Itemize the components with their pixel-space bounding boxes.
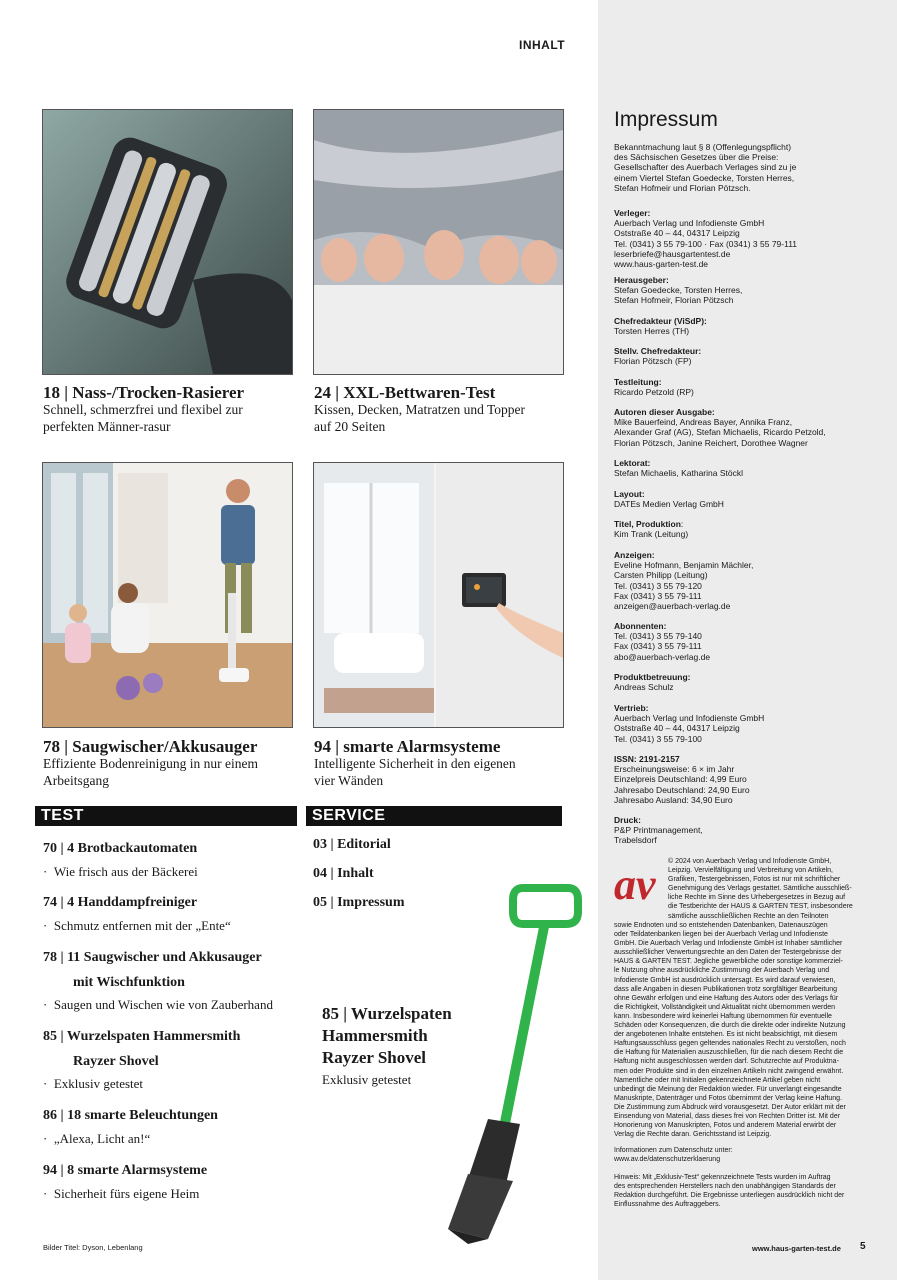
- service-item[interactable]: 05 | Impressum: [313, 895, 405, 910]
- feature-subtitle: Intelligente Sicherheit in den eigenen vier Wänden: [314, 756, 516, 788]
- section-header: INHALT: [519, 38, 566, 52]
- test-item-title[interactable]: 74 | 4 Handdampfreiniger: [43, 895, 198, 910]
- feature-title: 94 | smarte Alarmsysteme: [314, 737, 501, 756]
- impressum-block: Chefredakteur (ViSdP): Torsten Herres (TH): [614, 316, 707, 337]
- test-item-sub: · „Alexa, Licht an!“: [43, 1131, 151, 1146]
- legal-text: sowie Endnoten und so entstehenden Datenbanken, Datenauszügen oder Teildatenbanken liegen bei der Auerbach Verlag und Infodienste GmbH. Die Auerbach Verlag und Infodienste GmbH ist Inhaber sämtlicher ausschließlicher Verwertungsrechte an den Daten der Testergebnisse der HAUS & GARTEN TEST. Jegliche gewerbliche oder sonstige kommerziel- le Nutzung ohne ausdrückliche Zustimmung der Auerbach Verlag und Infodienste GmbH ist ausdrücklich untersagt. Es wird darauf verwiesen, dass alle Angaben in diesen Publikationen trotz sorgfältiger Bearbeitung ohne Gewähr erfolgen und eine Haftung des Autors oder des Verlags für die Richtigkeit, Vollständigkeit und Aktualität nicht übernommen werden kann. Insbesondere wird keinerlei Haftung übernommen für eventuelle Schäden oder Konsequenzen, die durch die direkte oder indirekte Nutzung der angebotenen Inhalte entstehen. Es ist nicht beabsichtigt, mit diesem Haftungsausschluss gegen geltendes nationales Recht zu verstoßen, noch die Haftung für Materialien auszuschließen, für die nach diesem Recht die Haftung nicht ausgeschlossen werden darf. Schutzrechte auf Produktna- men oder Produkte sind in den einzelnen Artikeln nicht zwingend erwähnt. Namentliche oder mit Initialen gekennzeichnete Artikel geben nicht unbedingt die Meinung der Redaktion wieder. Für unverlangt eingesandte Manuskripte, Datenträger und Fotos übernimmt der Verlag keine Haftung. Die Zustimmung zum Abdruck wird vorausgesetzt. Der Autor erklärt mit der Einsendung von Material, dass dieses frei von Rechten Dritter ist. Mit der Honorierung von Manuskripten, Fotos und anderem Material erwirbt der Verlag die Rechte daran. Gerichtsstand ist Leipzig.: [614, 922, 846, 1139]
- test-item-title[interactable]: 78 | 11 Saugwischer und Akkusauger: [43, 950, 262, 965]
- test-item-title[interactable]: 85 | Wurzelspaten Hammersmith: [43, 1029, 241, 1044]
- service-item[interactable]: 03 | Editorial: [313, 837, 391, 852]
- privacy-link[interactable]: www.av.de/datenschutzerklaerung: [614, 1156, 721, 1164]
- test-section-bar: TEST: [35, 806, 297, 826]
- alarm-image: [314, 463, 563, 727]
- impressum-block: Titel, Produktion: Kim Trank (Leitung): [614, 519, 689, 540]
- shaver-image: [43, 110, 292, 374]
- impressum-block: Herausgeber: Stefan Goedecke, Torsten Herres, Stefan Hofmeir, Florian Pötzsch: [614, 275, 743, 306]
- impressum-intro: Bekanntmachung laut § 8 (Offenlegungspflicht) des Sächsischen Gesetzes über die Preise: Gesellschafter des Auerbach Verlages sind zu je einem Viertel Stefan Goedecke, Torsten Herres, Stefan Hofmeir und Florian Pötzsch.: [614, 142, 797, 193]
- impressum-block: ISSN: 2191-2157 Erscheinungsweise: 6 × im Jahr Einzelpreis Deutschland: 4,99 Euro Jahresabo Deutschland: 24,90 Euro Jahresabo Ausland: 34,90 Euro: [614, 754, 750, 805]
- shaver-photo: [42, 109, 293, 375]
- test-item-sub: · Exklusiv getestet: [43, 1076, 144, 1091]
- privacy-text: Informationen zum Datenschutz unter: www.av.de/datenschutzerklaerung: [614, 1146, 874, 1164]
- impressum-block: Druck: P&P Printmanagement, Trabelsdorf: [614, 815, 703, 846]
- impressum-block: Produktbetreuung: Andreas Schulz: [614, 672, 691, 693]
- impressum-block: Lektorat: Stefan Michaelis, Katharina Stöckl: [614, 458, 743, 479]
- service-item[interactable]: 04 | Inhalt: [313, 866, 374, 881]
- feature-title: 24 | XXL-Bettwaren-Test: [314, 383, 496, 402]
- impressum-block: Autoren dieser Ausgabe: Mike Bauerfeind, Andreas Bayer, Annika Franz, Alexander Graf (AG), Stefan Michaelis, Ricardo Petzold, Florian Pötzsch, Janine Reichert, Dorothee Wagner: [614, 407, 826, 448]
- feature-title: 18 | Nass-/Trocken-Rasierer: [43, 383, 245, 402]
- feature-subtitle: Effiziente Bodenreinigung in nur einem Arbeitsgang: [43, 756, 258, 788]
- test-item-sub: · Wie frisch aus der Bäckerei: [43, 864, 198, 879]
- feature-subtitle: Schnell, schmerzfrei und flexibel zur perfekten Männer-rasur: [43, 402, 243, 434]
- test-item-title[interactable]: 70 | 4 Brotbackautomaten: [43, 841, 198, 856]
- hint-text: Hinweis: Mit „Exklusiv-Test“ gekennzeichnete Tests wurden im Auftrag des entsprechenden Herstellers nach den unabhängigen Standards der Redaktion durchgeführt. Die Ergebnisse unterliegen ausdrücklich nicht der Einflussnahme des Auftraggebers.: [614, 1174, 845, 1209]
- image-credits: Bilder Titel: Dyson, Lebenlang: [43, 1243, 143, 1252]
- feature-subtitle: Kissen, Decken, Matratzen und Topper auf 20 Seiten: [314, 402, 525, 434]
- alarm-photo: [313, 462, 564, 728]
- test-item-title-cont[interactable]: mit Wischfunktion: [73, 975, 185, 990]
- impressum-block: Vertrieb: Auerbach Verlag und Infodienste GmbH Oststraße 40 – 44, 04317 Leipzig Tel. (0341) 3 55 79-100: [614, 703, 765, 744]
- page-number: 5: [860, 1241, 866, 1252]
- av-logo: [612, 857, 662, 909]
- impressum-title: Impressum: [614, 108, 718, 131]
- test-item-sub: · Saugen und Wischen wie von Zauberhand: [43, 997, 273, 1012]
- test-item-title[interactable]: 86 | 18 smarte Beleuchtungen: [43, 1108, 218, 1123]
- impressum-block: Stellv. Chefredakteur: Florian Pötzsch (FP): [614, 346, 702, 367]
- impressum-block: Layout: DATEs Medien Verlag GmbH: [614, 489, 724, 510]
- copyright-text: © 2024 von Auerbach Verlag und Infodienste GmbH, Leipzig. Vervielfältigung und Verbreitung von Artikeln, Grafiken, Testergebnissen, Fotos ist nur mit schriftlicher Genehmigung des Verlags gestattet. Sämtliche ausschließ- liche Rechte im Sinne des Urhebergesetzes in Bezug auf die Testberichte der HAUS & GARTEN TEST, insbesondere sämtliche ausschließlichen Rechte an den Teilnoten: [668, 858, 853, 920]
- spade-image: [428, 884, 588, 1244]
- impressum-block: Verleger: Auerbach Verlag und Infodienste GmbH Oststraße 40 – 44, 04317 Leipzig Tel. (0341) 3 55 79-100 · Fax (0341) 3 55 79-111 leserbriefe@hausgartentest.de www.haus-garten-test.de: [614, 208, 798, 270]
- bedding-image: [314, 110, 563, 374]
- service-section-bar: SERVICE: [306, 806, 562, 826]
- footer-url[interactable]: www.haus-garten-test.de: [752, 1244, 841, 1253]
- feature-title: 78 | Saugwischer/Akkusauger: [43, 737, 258, 756]
- spade-feature-title: 85 | Wurzelspaten Hammersmith Rayzer Shovel: [322, 1004, 452, 1067]
- test-item-sub: · Schmutz entfernen mit der „Ente“: [43, 918, 231, 933]
- impressum-block: Anzeigen: Eveline Hofmann, Benjamin Mächler, Carsten Philipp (Leitung) Tel. (0341) 3 55 79-120 Fax (0341) 3 55 79-111 anzeigen@auerbach-verlag.de: [614, 550, 754, 612]
- vacuum-image: [43, 463, 292, 727]
- test-item-sub: · Sicherheit fürs eigene Heim: [43, 1186, 200, 1201]
- bedding-photo: [313, 109, 564, 375]
- test-item-title[interactable]: 94 | 8 smarte Alarmsysteme: [43, 1163, 208, 1178]
- impressum-block: Abonnenten: Tel. (0341) 3 55 79-140 Fax (0341) 3 55 79-111 abo@auerbach-verlag.de: [614, 621, 711, 662]
- spade-feature-sub: Exklusiv getestet: [322, 1072, 412, 1087]
- impressum-block: Testleitung: Ricardo Petzold (RP): [614, 377, 694, 398]
- test-item-title-cont[interactable]: Rayzer Shovel: [73, 1054, 159, 1069]
- svg-text:av: av: [614, 860, 656, 909]
- vacuum-photo: [42, 462, 293, 728]
